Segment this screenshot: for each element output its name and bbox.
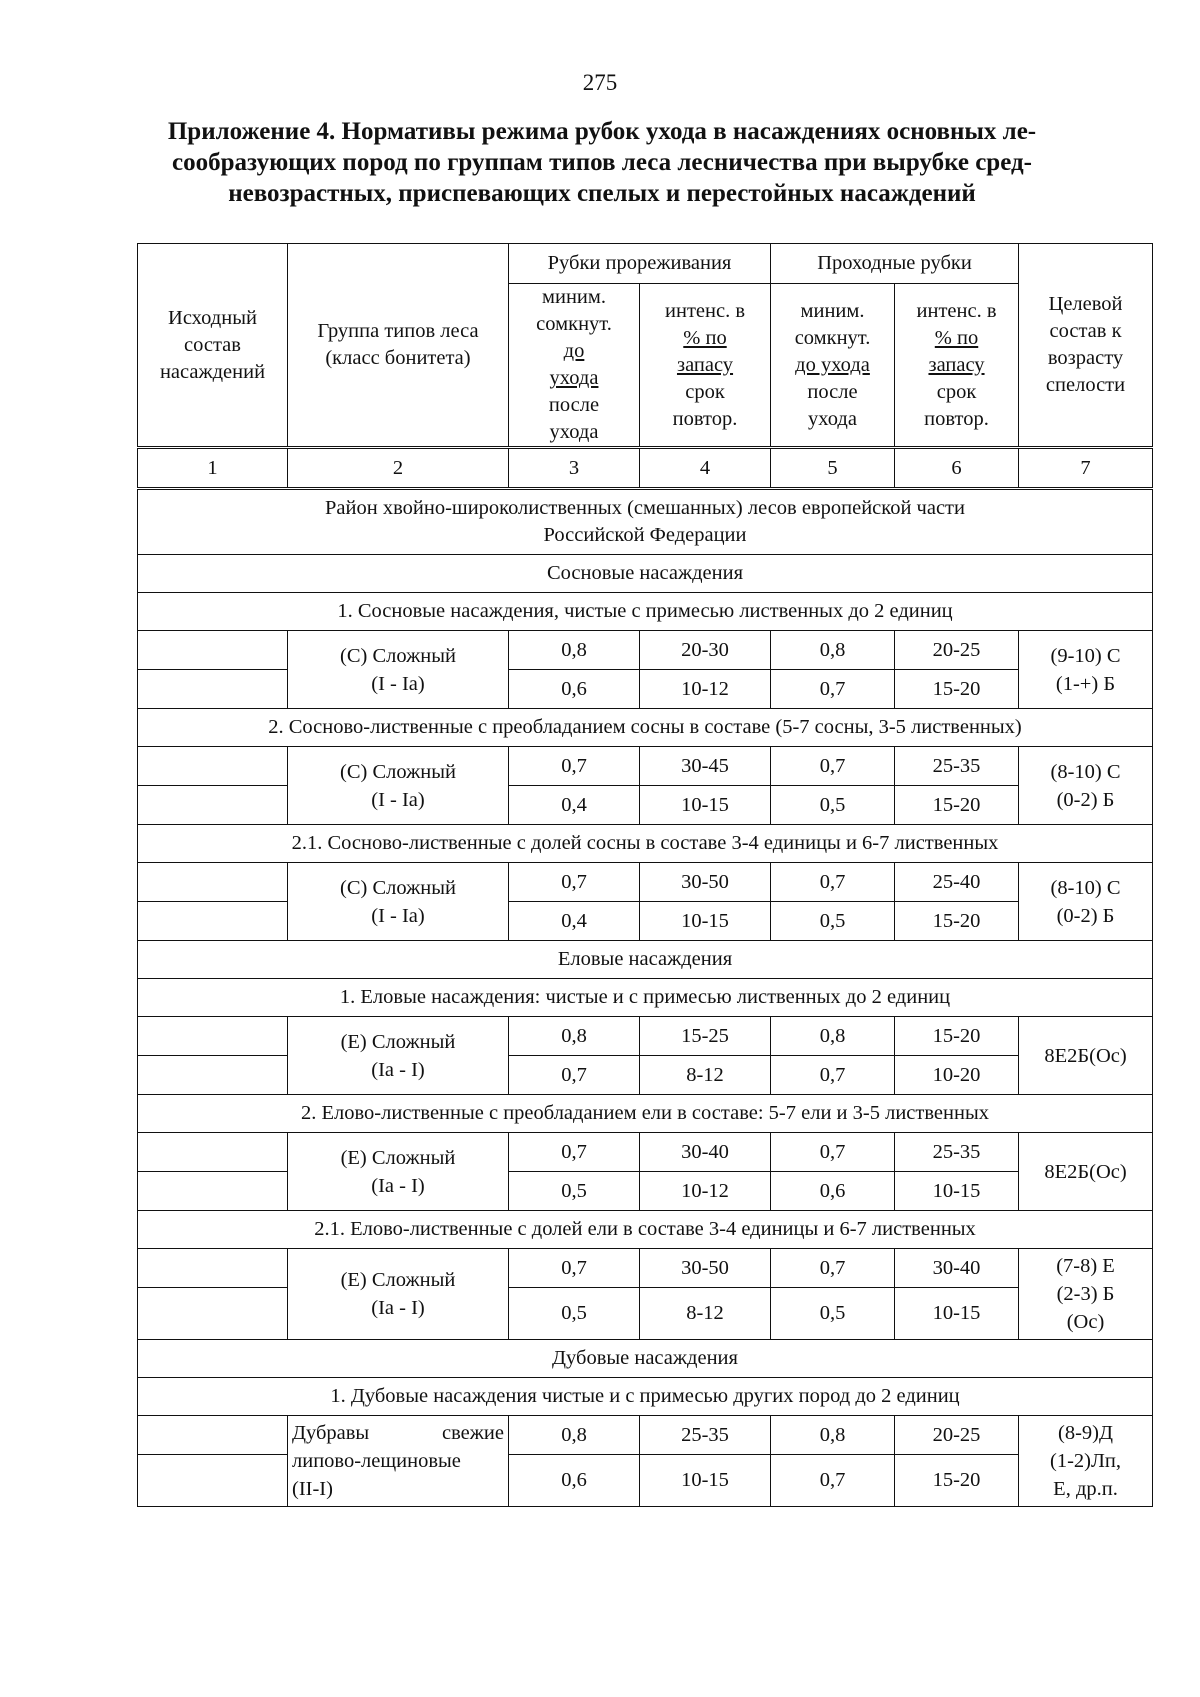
- forest-type-cell: (С) Сложный (I - Ia): [288, 631, 509, 709]
- empty-cell: [138, 1017, 288, 1056]
- value-cell: 8-12: [640, 1056, 771, 1095]
- value-cell: 30-40: [640, 1133, 771, 1172]
- group-heading: 2. Елово-лиственные с преобладанием ели в составе: 5-7 ели и 3-5 лиственных: [138, 1095, 1153, 1133]
- value-cell: 0,5: [509, 1172, 640, 1211]
- value-cell: 30-50: [640, 1249, 771, 1288]
- value-cell: 25-40: [895, 863, 1019, 902]
- column-number: 3: [509, 448, 640, 489]
- section-heading-spruce: Еловые насаждения: [138, 941, 1153, 979]
- group-heading-row: [138, 1378, 1153, 1416]
- value-cell: 0,7: [771, 1455, 895, 1507]
- empty-cell: [138, 786, 288, 825]
- value-cell: 0,7: [509, 1056, 640, 1095]
- value-cell: 0,8: [771, 631, 895, 670]
- header-forest-type-group: Группа типов леса (класс бонитета): [288, 244, 509, 448]
- forest-type-cell: Дубравы свежие липово-лещиновые (II-I): [288, 1416, 509, 1507]
- region-heading: Район хвойно-широколиственных (смешанных) лесов европейской части Российской Федерации: [138, 489, 1153, 555]
- value-cell: 0,6: [509, 1455, 640, 1507]
- group-heading: 1. Еловые насаждения: чистые и с примесью лиственных до 2 единиц: [138, 979, 1153, 1017]
- group-heading-row: [138, 1095, 1153, 1133]
- header-passage-cuttings: Проходные рубки: [771, 244, 1019, 284]
- empty-cell: [138, 1249, 288, 1288]
- value-cell: 10-12: [640, 1172, 771, 1211]
- header-col6: интенс. в % по запасу срок повтор.: [895, 284, 1019, 448]
- header-row-1: [138, 244, 1153, 284]
- value-cell: 30-40: [895, 1249, 1019, 1288]
- forest-type-cell: (С) Сложный (I - Ia): [288, 747, 509, 825]
- value-cell: 0,7: [771, 747, 895, 786]
- empty-cell: [138, 1455, 288, 1507]
- table-row: [138, 863, 1153, 902]
- header-thinning: Рубки прореживания: [509, 244, 771, 284]
- value-cell: 0,7: [509, 1133, 640, 1172]
- header-initial-composition: Исходный состав насаждений: [138, 244, 288, 448]
- value-cell: 10-12: [640, 670, 771, 709]
- table-row: [138, 631, 1153, 670]
- value-cell: 0,5: [771, 1288, 895, 1340]
- value-cell: 0,4: [509, 902, 640, 941]
- value-cell: 20-25: [895, 1416, 1019, 1455]
- group-heading: 1. Сосновые насаждения, чистые с примесью лиственных до 2 единиц: [138, 593, 1153, 631]
- empty-cell: [138, 1056, 288, 1095]
- document-title: [148, 116, 1056, 209]
- section-heading-pine: Сосновые насаждения: [138, 555, 1153, 593]
- value-cell: 0,7: [771, 670, 895, 709]
- forest-type-cell: (С) Сложный (I - Ia): [288, 863, 509, 941]
- value-cell: 0,4: [509, 786, 640, 825]
- value-cell: 0,7: [771, 863, 895, 902]
- value-cell: 25-35: [895, 747, 1019, 786]
- target-composition-cell: (8-10) С (0-2) Б: [1019, 747, 1153, 825]
- value-cell: 8-12: [640, 1288, 771, 1340]
- value-cell: 15-20: [895, 786, 1019, 825]
- empty-cell: [138, 1288, 288, 1340]
- empty-cell: [138, 670, 288, 709]
- value-cell: 0,5: [771, 902, 895, 941]
- value-cell: 25-35: [640, 1416, 771, 1455]
- region-row: [138, 489, 1153, 555]
- value-cell: 15-20: [895, 1455, 1019, 1507]
- section-row: [138, 555, 1153, 593]
- column-number: 2: [288, 448, 509, 489]
- section-heading-oak: Дубовые насаждения: [138, 1340, 1153, 1378]
- value-cell: 20-25: [895, 631, 1019, 670]
- value-cell: 10-15: [640, 1455, 771, 1507]
- value-cell: 10-15: [640, 786, 771, 825]
- value-cell: 0,8: [771, 1416, 895, 1455]
- value-cell: 30-50: [640, 863, 771, 902]
- column-number: 4: [640, 448, 771, 489]
- value-cell: 0,6: [771, 1172, 895, 1211]
- target-composition-cell: (8-9)Д (1-2)Лп, Е, др.п.: [1019, 1416, 1153, 1507]
- group-heading-row: [138, 1211, 1153, 1249]
- value-cell: 15-20: [895, 1017, 1019, 1056]
- value-cell: 0,7: [771, 1249, 895, 1288]
- group-heading: 1. Дубовые насаждения чистые и с примесью других пород до 2 единиц: [138, 1378, 1153, 1416]
- empty-cell: [138, 863, 288, 902]
- value-cell: 25-35: [895, 1133, 1019, 1172]
- target-composition-cell: 8Е2Б(Ос): [1019, 1133, 1153, 1211]
- group-heading: 2.1. Сосново-лиственные с долей сосны в составе 3-4 единицы и 6-7 лиственных: [138, 825, 1153, 863]
- value-cell: 15-20: [895, 670, 1019, 709]
- group-heading: 2.1. Елово-лиственные с долей ели в составе 3-4 единицы и 6-7 лиственных: [138, 1211, 1153, 1249]
- value-cell: 10-15: [895, 1172, 1019, 1211]
- value-cell: 0,7: [771, 1133, 895, 1172]
- value-cell: 0,7: [509, 747, 640, 786]
- empty-cell: [138, 902, 288, 941]
- column-number: 1: [138, 448, 288, 489]
- group-heading-row: [138, 825, 1153, 863]
- empty-cell: [138, 1133, 288, 1172]
- table-row: [138, 747, 1153, 786]
- column-numbers-row: [138, 448, 1153, 489]
- value-cell: 15-20: [895, 902, 1019, 941]
- value-cell: 10-15: [895, 1288, 1019, 1340]
- value-cell: 0,6: [509, 670, 640, 709]
- value-cell: 0,7: [509, 863, 640, 902]
- table-row: [138, 1017, 1153, 1056]
- column-number: 5: [771, 448, 895, 489]
- value-cell: 0,8: [509, 1416, 640, 1455]
- header-target-composition: Целевой состав к возрасту спелости: [1019, 244, 1153, 448]
- group-heading-row: [138, 709, 1153, 747]
- value-cell: 0,8: [771, 1017, 895, 1056]
- header-col4: интенс. в % по запасу срок повтор.: [640, 284, 771, 448]
- value-cell: 0,7: [509, 1249, 640, 1288]
- target-composition-cell: 8Е2Б(Ос): [1019, 1017, 1153, 1095]
- title-line-1: Приложение 4. Нормативы режима рубок ухода в насаждениях основных ле-: [167, 118, 1037, 145]
- value-cell: 0,8: [509, 631, 640, 670]
- value-cell: 0,7: [771, 1056, 895, 1095]
- forest-type-cell: (Е) Сложный (Ia - I): [288, 1133, 509, 1211]
- page-number: 275: [582, 70, 618, 95]
- table-row: [138, 1133, 1153, 1172]
- value-cell: 0,5: [771, 786, 895, 825]
- forest-type-cell: (Е) Сложный (Ia - I): [288, 1017, 509, 1095]
- section-row: [138, 941, 1153, 979]
- target-composition-cell: (8-10) С (0-2) Б: [1019, 863, 1153, 941]
- target-composition-cell: (9-10) С (1-+) Б: [1019, 631, 1153, 709]
- norms-table: [137, 243, 1153, 1507]
- value-cell: 10-15: [640, 902, 771, 941]
- title-line-2: сообразующих пород по группам типов леса лесничества при вырубке сред-: [172, 149, 1032, 176]
- value-cell: 10-20: [895, 1056, 1019, 1095]
- empty-cell: [138, 1416, 288, 1455]
- header-col5: миним. сомкнут. до ухода после ухода: [771, 284, 895, 448]
- group-heading-row: [138, 593, 1153, 631]
- section-row: [138, 1340, 1153, 1378]
- table-row: [138, 1416, 1153, 1455]
- group-heading-row: [138, 979, 1153, 1017]
- target-composition-cell: (7-8) Е (2-3) Б (Ос): [1019, 1249, 1153, 1340]
- empty-cell: [138, 631, 288, 670]
- column-number: 7: [1019, 448, 1153, 489]
- value-cell: 20-30: [640, 631, 771, 670]
- value-cell: 0,8: [509, 1017, 640, 1056]
- group-heading: 2. Сосново-лиственные с преобладанием сосны в составе (5-7 сосны, 3-5 лиственных): [138, 709, 1153, 747]
- table-row: [138, 1249, 1153, 1288]
- value-cell: 30-45: [640, 747, 771, 786]
- header-col3: миним. сомкнут. до ухода после ухода: [509, 284, 640, 448]
- value-cell: 0,5: [509, 1288, 640, 1340]
- value-cell: 15-25: [640, 1017, 771, 1056]
- empty-cell: [138, 1172, 288, 1211]
- empty-cell: [138, 747, 288, 786]
- title-line-3: невозрастных, приспевающих спелых и перестойных насаждений: [228, 180, 976, 207]
- column-number: 6: [895, 448, 1019, 489]
- forest-type-cell: (Е) Сложный (Ia - I): [288, 1249, 509, 1340]
